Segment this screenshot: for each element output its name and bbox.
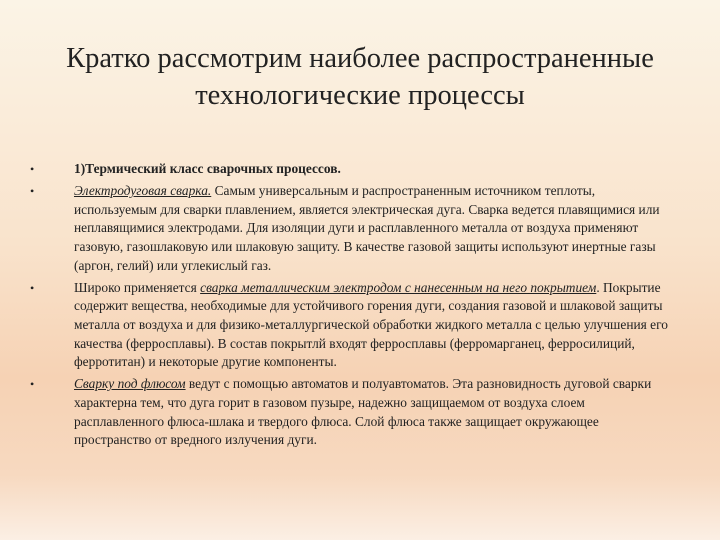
list-item-arc-welding <box>30 182 672 275</box>
list-item-thermal-class <box>30 160 672 179</box>
coated-electrode-text: . Покрытие содержит вещества, необходимые для устойчивого горения дуги, создания газовой и шлаковой защиты металла от воздуха и для физико-металлургической обработки жидкого металла с целью улучшения его качества (ферросплавы). В состав покрытлй входят ферросплавы (ферромарганец, ферросилиций, ферротитан) и некоторые другие компоненты. <box>74 279 668 370</box>
bullet-icon: • <box>30 280 35 295</box>
bullet-icon: • <box>30 162 35 176</box>
bullet-list <box>30 160 672 453</box>
list-item-coated-electrode <box>30 279 672 372</box>
arc-welding-link[interactable]: Электродуговая сварка. <box>74 183 212 199</box>
slide-title <box>20 40 700 114</box>
title-line-1: Кратко рассмотрим наиболее распространенные <box>66 43 654 74</box>
submerged-arc-link[interactable]: Сварку под флюсом <box>74 376 186 392</box>
bullet-icon: • <box>30 377 35 392</box>
title-line-2: технологические процессы <box>195 80 525 111</box>
coated-electrode-prefix: Широко применяется <box>74 279 201 295</box>
bullet-icon: • <box>30 184 35 199</box>
list-item-submerged-arc <box>30 375 672 449</box>
arc-welding-text: Самым универсальным и распространенным источником теплоты, используемым для сварки плавлением, является электрическая дуга. Сварка ведется плавящимися или неплавящимися электродами. Для изоляции дуги и расплавленного металла от воздуха применяют газовую, газошлаковую или шлаковую защиту. В качестве газовой защиты используют инертные газы (аргон, гелий) или углекислый газ. <box>74 183 660 273</box>
coated-electrode-link[interactable]: сварка металлическим электродом с нанесенным на него покрытием <box>200 279 597 295</box>
thermal-class-heading: 1)Термический класс сварочных процессов. <box>74 161 341 176</box>
submerged-arc-text: ведут с помощью автоматов и полуавтоматов. Эта разновидность дуговой сварки характерна тем, что дуга горит в газовом пузыре, надежно защищаемом от воздуха слоем расплавленного флюса-шлака и твердого флюса. Слой флюса также защищает окружающее пространство от вредного излучения дуги. <box>74 376 652 448</box>
